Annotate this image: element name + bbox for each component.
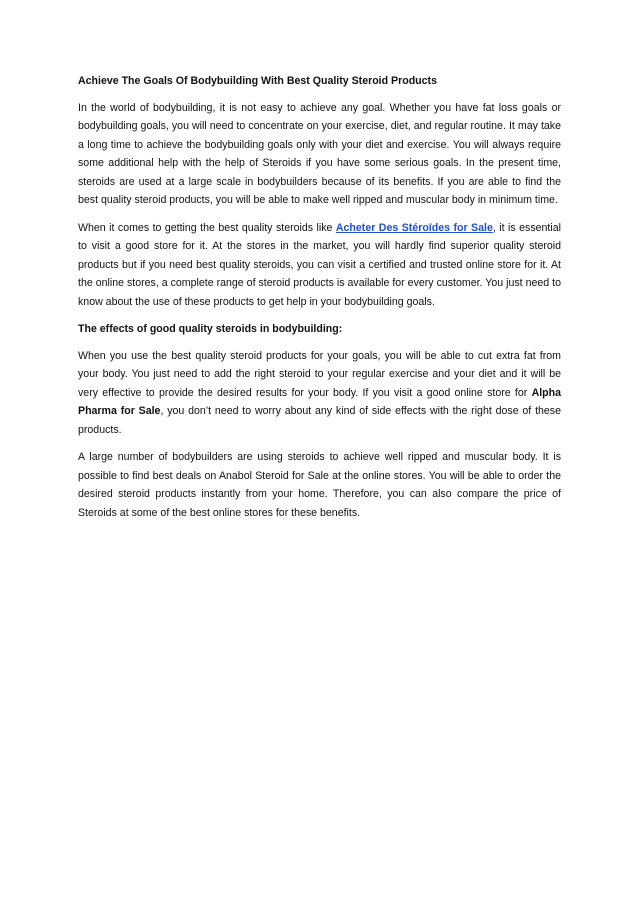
document-body (78, 72, 561, 531)
paragraph-effects-text-start: When you use the best quality steroid products for your goals, you will be able to cut extra fat from your body. You just need to add the right steroid to your regular exercise and your diet and it will be very effective to provide the desired results for your body. If you visit a good online store for (78, 349, 561, 399)
paragraph-stores (78, 219, 561, 312)
document-title: Achieve The Goals Of Bodybuilding With Best Quality Steroid Products (78, 75, 437, 87)
section-heading-effects: The effects of good quality steroids in bodybuilding: (78, 323, 343, 335)
paragraph-effects (78, 347, 561, 440)
alpha-pharma-bold-text: Alpha Pharma for Sale (78, 386, 561, 417)
acheter-des-steroides-link[interactable]: Acheter Des Stéroïdes for Sale (335, 221, 493, 234)
paragraph-stores-text-start: When it comes to getting the best quality steroids like (78, 221, 336, 234)
paragraph-deals: A large number of bodybuilders are using steroids to achieve well ripped and muscular body. It is possible to find best deals on Anabol Steroid for Sale at the online stores. You will be able to order the desired steroid products instantly from your home. Therefore, you can also compare the price of Steroids at some of the best online stores for these benefits. (78, 451, 561, 519)
paragraph-intro: In the world of bodybuilding, it is not easy to achieve any goal. Whether you have fat loss goals or bodybuilding goals, you will need to concentrate on your exercise, diet, and regular routine. It may take a long time to achieve the bodybuilding goals only with your diet and exercise. You will always require some additional help with the help of Steroids if you have some serious goals. In the present time, steroids are used at a large scale in bodybuilders because of its benefits. If you are able to find the best quality steroid products, you will be able to make well ripped and muscular body in minimum time. (78, 101, 561, 206)
paragraph-stores-text-end: , it is essential to visit a good store for it. At the stores in the market, you will hardly find superior quality steroid products but if you need best quality steroids, you can visit a certified and trusted online store for it. At the online stores, a complete range of steroid products is available for every customer. You just need to know about the use of these products to get help in your bodybuilding goals. (78, 221, 561, 308)
paragraph-effects-text-end: , you don’t need to worry about any kind of side effects with the right dose of these products. (78, 405, 561, 436)
